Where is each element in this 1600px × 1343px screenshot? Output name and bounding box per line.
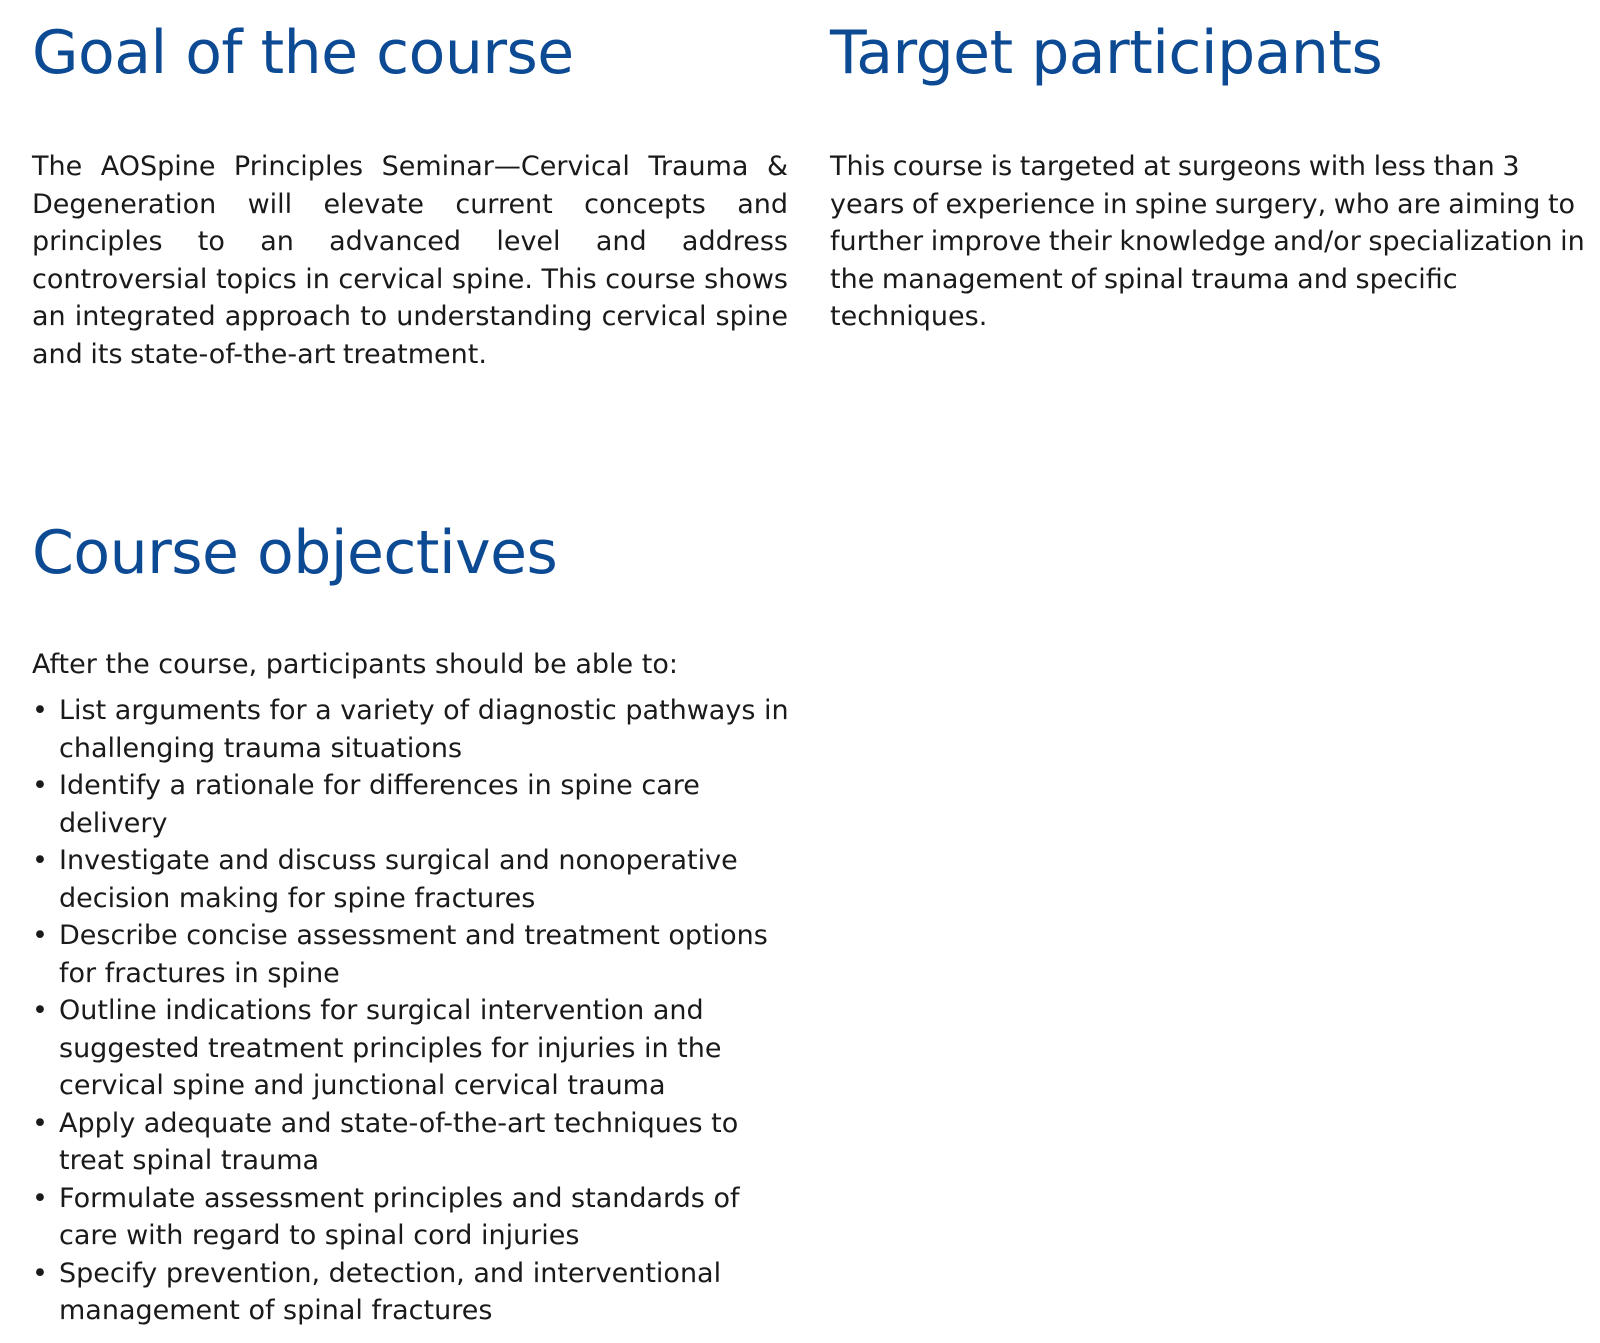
bullet-icon: • (32, 770, 48, 801)
objective-text: Formulate assessment principles and standards of care with regard to spinal cord injuries (59, 1182, 740, 1251)
objectives-intro: After the course, participants should be able to: (32, 649, 678, 680)
goal-paragraph: The AOSpine Principles Seminar—Cervical Trauma & Degeneration will elevate current concepts and principles to an advanced level and address controversial topics in cervical spine. This course shows an integrated approach to understanding cervical spine and its state-of-the-art treatment. (32, 151, 788, 370)
bullet-icon: • (32, 1107, 48, 1139)
objective-item (32, 1105, 802, 1180)
bullet-icon: • (32, 1257, 48, 1289)
objective-item (32, 692, 802, 767)
objectives-list (32, 692, 802, 1330)
bullet-icon: • (32, 1182, 48, 1214)
objective-text: Identify a rationale for differences in spine care delivery (59, 770, 700, 839)
bullet-icon: • (32, 995, 48, 1026)
course-objectives-heading: Course objectives (32, 518, 558, 588)
objective-text: List arguments for a variety of diagnostic pathways in challenging trauma situations (59, 695, 789, 764)
bullet-icon: • (32, 920, 48, 951)
target-participants-heading: Target participants (830, 18, 1383, 88)
objective-item (32, 767, 802, 842)
objective-text: Outline indications for surgical intervention and suggested treatment principles for injuries in the cervical spine and junctional cervical trauma (59, 995, 722, 1101)
objective-item (32, 1180, 802, 1255)
objective-text: Describe concise assessment and treatment options for fractures in spine (59, 920, 768, 989)
objective-item (32, 917, 802, 992)
objective-item (32, 1255, 802, 1330)
objective-item (32, 992, 802, 1105)
objective-text: Specify prevention, detection, and interventional management of spinal fractures (59, 1257, 722, 1326)
goal-heading: Goal of the course (32, 18, 574, 88)
objective-item (32, 842, 802, 917)
bullet-icon: • (32, 695, 48, 726)
bullet-icon: • (32, 845, 48, 876)
objective-text: Investigate and discuss surgical and nonoperative decision making for spine fractures (59, 845, 738, 914)
objective-text: Apply adequate and state-of-the-art techniques to treat spinal trauma (59, 1107, 739, 1176)
target-participants-paragraph: This course is targeted at surgeons with less than 3 years of experience in spine surgery, who are aiming to further improve their knowledge and/or specialization in the management of spinal trauma and specific techniques. (830, 151, 1585, 332)
